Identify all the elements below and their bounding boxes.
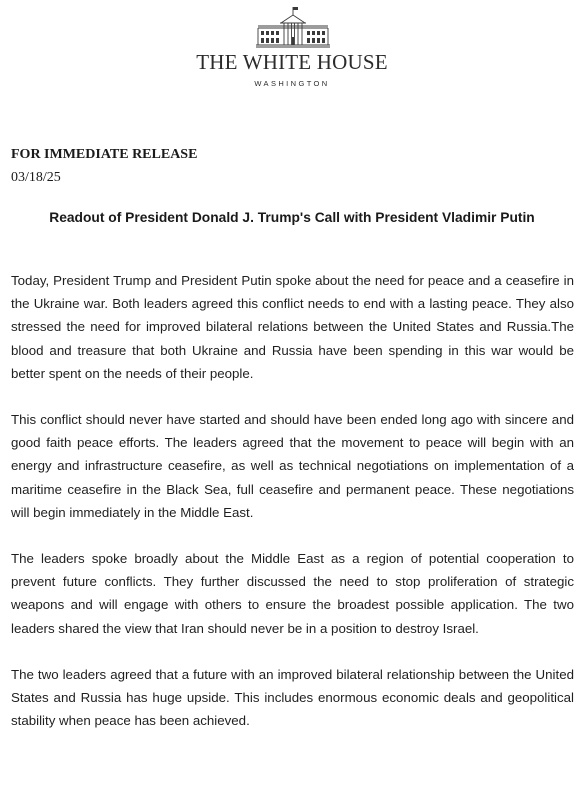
white-house-building-icon xyxy=(255,6,331,48)
document-headline: Readout of President Donald J. Trump's Call with President Vladimir Putin xyxy=(49,210,535,225)
paragraph: Today, President Trump and President Putin spoke about the need for peace and a ceasefire in the Ukraine war. Both leaders agreed this conflict needs to end with a lasting peace. They also stressed the need for improved bilateral relations between the United States and Russia.The blood and treasure that both Ukraine and Russia have been spending in this war would be better spent on the needs of their people. xyxy=(11,273,574,381)
release-date: 03/18/25 xyxy=(11,170,61,185)
release-label: FOR IMMEDIATE RELEASE xyxy=(11,147,198,162)
paragraph: The two leaders agreed that a future with an improved bilateral relationship between the United States and Russia has huge upside. This includes enormous economic deals and geopolitical stability when peace has been achieved. xyxy=(11,666,574,729)
paragraph: The leaders spoke broadly about the Middle East as a region of potential cooperation to prevent future conflicts. They further discussed the need to stop proliferation of strategic weapons and will engage with others to ensure the broadest possible application. The two leaders shared the view that Iran should never be in a position to destroy Israel. xyxy=(11,551,574,636)
document-body xyxy=(11,269,574,755)
letterhead-subtitle: WASHINGTON xyxy=(254,79,330,88)
letterhead xyxy=(0,0,584,95)
paragraph: This conflict should never have started and should have been ended long ago with sincere and good faith peace efforts. The leaders agreed that the movement to peace will begin with an energy and infrastructure ceasefire, as well as technical negotiations on implementation of a maritime ceasefire in the Black Sea, full ceasefire and permanent peace. These negotiations will begin immediately in the Middle East. xyxy=(11,412,574,520)
letterhead-title: THE WHITE HOUSE xyxy=(196,50,388,74)
